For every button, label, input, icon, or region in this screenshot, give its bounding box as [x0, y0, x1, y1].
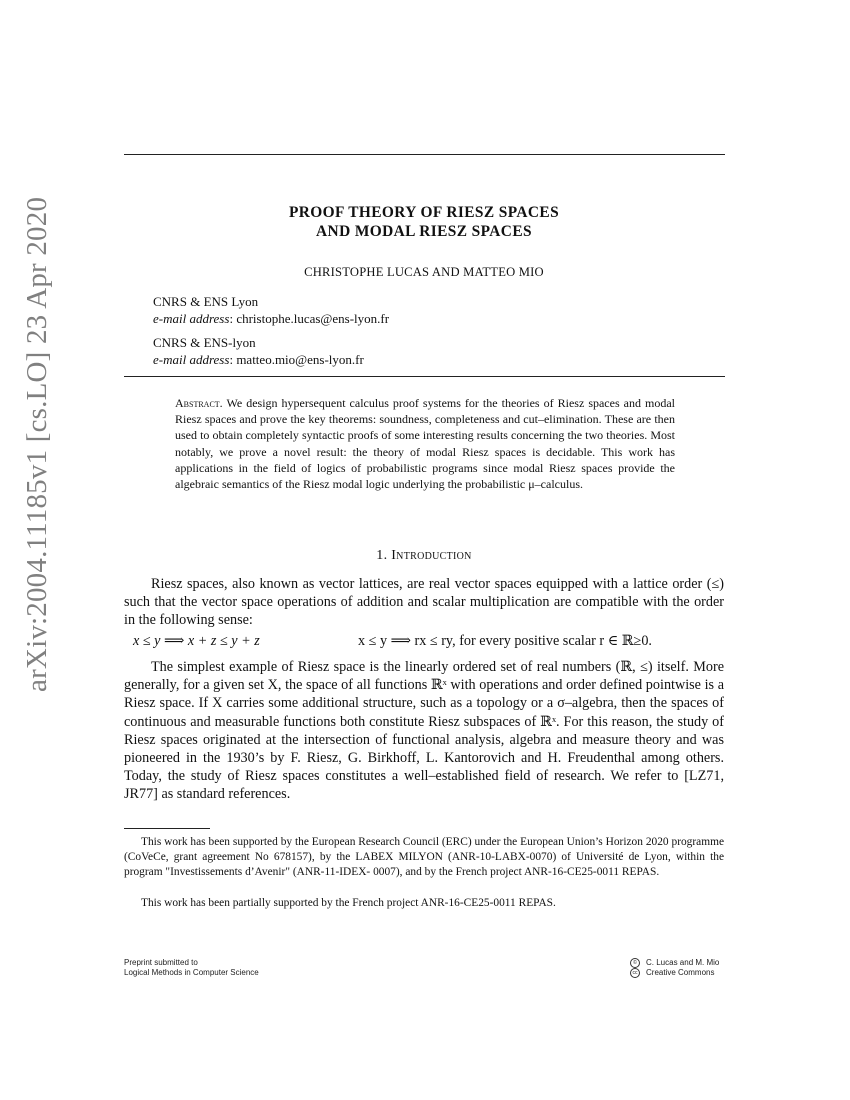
intro-paragraph-2: The simplest example of Riesz space is the linearly ordered set of real numbers (ℝ, ≤) itself. More generally, for a given set X, the space of all functions ℝˣ with operations and order defined pointwise is a Riesz space. If X carries some additional structure, such as a topology or a σ–algebra, then the spaces of continuous and measurable functions both constitute Riesz subspaces of ℝˣ. For this reason, the study of Riesz spaces originated at the intersection of functional analysis, algebra and measure theory and was pioneered in the 1930’s by F. Riesz, G. Birkhoff, L. Kantorovich and H. Freudenthal among others. Today, the study of Riesz spaces constitutes a well–established field of research. We refer to [LZ71, JR77] as standard references. [124, 659, 724, 803]
formula-addition: x ≤ y ⟹ x + z ≤ y + z [133, 633, 260, 649]
abstract [175, 395, 675, 492]
affiliation-1-email-line: e-mail address: christophe.lucas@ens-lyon.fr [153, 311, 390, 326]
top-rule [124, 154, 725, 155]
paper-authors: CHRISTOPHE LUCAS AND MATTEO MIO [304, 265, 544, 279]
footnote-funding-2: This work has been partially supported by the French project ANR-16-CE25-0011 REPAS. [141, 897, 556, 909]
abstract-text: We design hypersequent calculus proof systems for the theories of Riesz spaces and modal Riesz spaces and prove the key theorems: soundness, completeness and cut–elimination. These are then used to obtain completely syntactic proofs of some interesting results concerning the two theories. Most notably, we prove a novel result: the theory of modal Riesz spaces is decidable. This work has applications in the field of logics of probabilistic programs since modal Riesz spaces provide the algebraic semantics of the Riesz modal logic underlying the probabilistic μ–calculus. [175, 396, 675, 492]
footer-preprint-line-1: Preprint submitted to [124, 958, 198, 967]
header-bottom-rule [124, 376, 725, 377]
affiliation-2 [153, 334, 364, 368]
arxiv-identifier-sidebar: arXiv:2004.11185v1 [cs.LO] 23 Apr 2020 [21, 196, 53, 692]
copyright-icon: © [630, 958, 640, 968]
footer-cc-line [630, 968, 719, 978]
section-title: Introduction [391, 548, 472, 563]
footnote-funding-1: This work has been supported by the European Research Council (ERC) under the European Union’s Horizon 2020 programme (CoVeCe, grant agreement No 678157), by the LABEX MILYON (ANR-10-LABX-0070) of Université de Lyon, within the program "Investissements d’Avenir" (ANR-11-IDEX- 0007), and by the French project ANR-16-CE25-0011 REPAS. [124, 836, 724, 879]
email-label: e-mail address [153, 352, 230, 367]
creative-commons-icon: cc [630, 968, 640, 978]
footer-copyright-holder: C. Lucas and M. Mio [646, 958, 720, 968]
affiliation-1-email: christophe.lucas@ens-lyon.fr [236, 311, 390, 326]
affiliation-1 [153, 293, 389, 327]
affiliation-1-institution: CNRS & ENS Lyon [153, 294, 259, 309]
email-label: e-mail address [153, 311, 230, 326]
paper-title-line-2: AND MODAL RIESZ SPACES [316, 223, 532, 240]
section-heading-introduction [124, 548, 724, 564]
section-number: 1. [376, 548, 388, 563]
footer-license [630, 958, 719, 978]
formula-scalar: x ≤ y ⟹ rx ≤ ry, for every positive scalar r ∈ ℝ≥0. [358, 633, 652, 649]
footer-preprint-note [124, 958, 259, 978]
intro-paragraph-1: Riesz spaces, also known as vector lattices, are real vector spaces equipped with a lattice order (≤) such that the vector space operations of addition and scalar multiplication are compatible with the order in the following sense: [124, 576, 724, 629]
footer-license-name: Creative Commons [646, 968, 715, 978]
footer-copyright-line [630, 958, 719, 968]
affiliation-2-email: matteo.mio@ens-lyon.fr [236, 352, 364, 367]
footnote-rule [124, 828, 210, 829]
footer-preprint-line-2: Logical Methods in Computer Science [124, 968, 259, 977]
abstract-label: Abstract. [175, 396, 223, 410]
paper-title-line-1: PROOF THEORY OF RIESZ SPACES [288, 204, 560, 221]
affiliation-2-email-line: e-mail address: matteo.mio@ens-lyon.fr [153, 352, 364, 367]
affiliation-2-institution: CNRS & ENS-lyon [153, 335, 256, 350]
